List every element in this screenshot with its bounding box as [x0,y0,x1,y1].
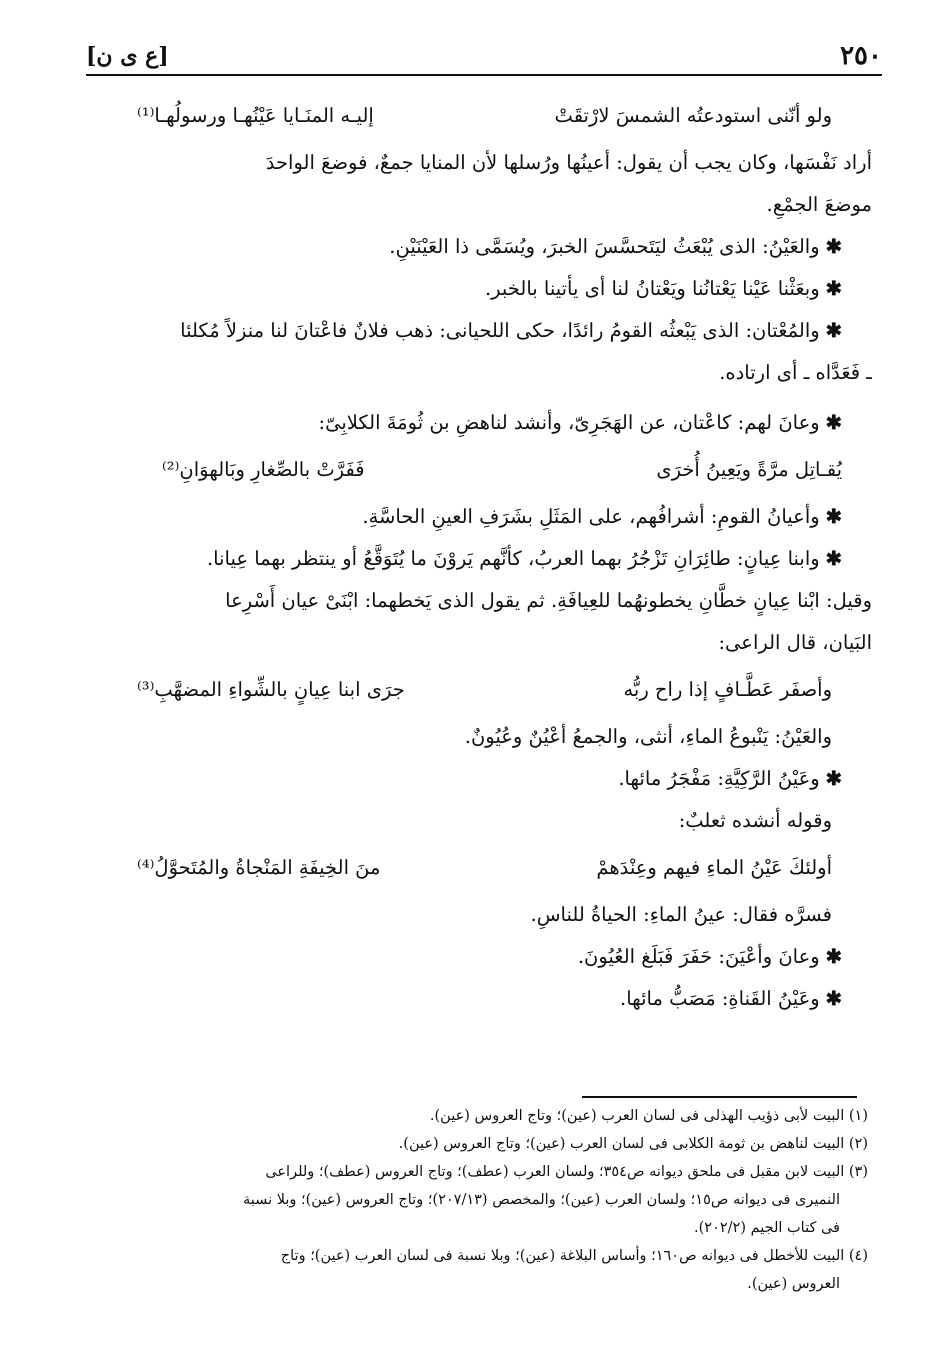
paragraph-line [82,142,872,184]
entry-text: وأعيانُ القومِ: أشرافُهم، على المَثَلِ بشَرَفِ العينِ الحاسَّةِ. [362,505,820,529]
paragraph-line [82,622,872,664]
verse-2-second-hemistich: فَفَرَّتْ بالصِّغارِ وبَالهوَانِ⁽²⁾ [162,458,365,482]
entry-line [82,496,872,538]
paragraph-text: أراد نَفْسَها، وكان يجب أن يقول: أعينُها ورُسلها لأن المنايا جمعٌ، فوضعَ الواحدَ [265,151,872,175]
footnote-text: (٣) البيت لابن مقبل فى ملحق ديوانه ص٣٥٤؛ ولسان العرب (عطف)؛ وتاج العروس (عطف)؛ وللراعى [265,1163,868,1180]
verse-4-second-hemistich: منَ الخِيفَةِ المَنْجاةُ والمُتَحوَّلُ⁽⁴⁾ [137,856,381,880]
verse-3 [82,664,872,716]
paragraph-text: وقيل: ابْنا عِيانٍ خطَّانِ يخطونهُما للعِيافَةِ. ثم يقول الذى يَخطهما: ابْنَىْ عيان أَسْرِعا [225,589,872,613]
entry-line [82,352,872,394]
entry-text: وعَيْنُ القَناةِ: مَصَبُّ مائها. [620,987,820,1011]
paragraph-line [82,716,872,758]
asterisk-icon: ✱ [825,411,842,435]
footnote-text: النميرى فى ديوانه ص١٥؛ ولسان العرب (عين)؛ والمخصص (٢٠٧/١٣)؛ وتاج العروس (عين)؛ وبلا نسبة [243,1191,840,1208]
page-header [86,38,882,76]
entry-text: وعانَ لهم: كاعْتان، عن الهَجَرِىّ، وأنشد لناهضِ بن ثُومَةَ الكلابِىّ: [318,411,820,435]
footnote [84,1242,868,1270]
verse-1 [82,90,872,142]
footnote [84,1186,868,1214]
entry-line [82,268,872,310]
paragraph-line [82,894,872,936]
entry-text: والمُعْتان: الذى يَبْعثُه القومُ رائدًا، حكى اللحيانى: ذهب فلانٌ فاعْتانَ لنا منزلاً مُكلئا [180,319,820,343]
asterisk-icon: ✱ [825,277,842,301]
entry-text: وبعَثْنا عَيْنا يَعْتانُنا ويَعْتانُ لنا أى يأتينا بالخبر. [484,277,820,301]
asterisk-icon: ✱ [825,319,842,343]
paragraph-line [82,580,872,622]
asterisk-icon: ✱ [825,505,842,529]
paragraph-text: والعَيْنُ: يَنْبوعُ الماءِ، أنثى، والجمعُ أعْيُنٌ وعُيُونٌ. [464,725,832,749]
asterisk-icon: ✱ [825,987,842,1011]
entry-line [82,402,872,444]
paragraph-text: فسرَّه فقال: عينُ الماءِ: الحياةُ للناسِ. [530,903,832,927]
footnote-separator [582,1096,857,1098]
asterisk-icon: ✱ [825,767,842,791]
entry-text: وابنا عِيانٍ: طائِرَانِ تَزْجُرُ بهما العربُ، كأنَّهم يَروْنَ ما يُتَوَقَّعُ أو ينتظر بهما عِيانا. [206,547,820,571]
entry-text: وعَيْنُ الرَّكِيَّةِ: مَفْجَرُ مائها. [618,767,820,791]
footnote-text: (٤) البيت للأخطل فى ديوانه ص١٦٠؛ وأساس البلاغة (عين)؛ وبلا نسبة فى لسان العرب (عين)؛ وتاج [280,1247,868,1264]
entry-text: والعَيْنُ: الذى يُبْعَثُ ليَتَحسَّسَ الخبرَ، ويُسَمَّى ذا العَيْنَيْنِ. [389,235,820,259]
asterisk-icon: ✱ [825,945,842,969]
verse-2-first-hemistich: يُقـاتِل مرَّةً ويَعِينُ أُخرَى [656,458,842,482]
paragraph-text: موضعَ الجمْعِ. [766,193,872,217]
footnote [84,1270,868,1298]
footnotes [84,1102,868,1298]
verse-2 [82,444,872,496]
paragraph-text: وقوله أنشده ثعلبٌ: [678,809,832,833]
paragraph-line [82,184,872,226]
entry-line [82,978,872,1020]
footnote [84,1102,868,1130]
footnote [84,1158,868,1186]
entry-text: ـ فَعَدَّاه ـ أى ارتاده. [719,361,872,385]
entry-line [82,226,872,268]
entry-line [82,758,872,800]
entry-line [82,310,872,352]
paragraph-line [82,800,872,842]
entry-line [82,538,872,580]
page-number: ٢٥٠ [840,41,882,71]
root-label: [ع ى ن] [86,43,169,69]
verse-4-first-hemistich: أولئكَ عَيْنُ الماءِ فيهم وعِنْدَهمْ [596,856,832,880]
footnote-text: فى كتاب الجيم (٢٠٢/٢). [693,1219,840,1236]
paragraph-text: البَيان، قال الراعى: [718,631,872,655]
verse-3-second-hemistich: جرَى ابنا عِيانٍ بالشِّواءِ المضهَّبِ⁽³⁾ [137,678,405,702]
footnote-text: (٢) البيت لناهض بن ثومة الكلابى فى لسان العرب (عين)؛ وتاج العروس (عين). [398,1135,868,1152]
footnote-text: (١) البيت لأبى ذؤيب الهذلى فى لسان العرب (عين)؛ وتاج العروس (عين). [429,1107,868,1124]
footnote [84,1214,868,1242]
entry-text: وعانَ وأعْيَنَ: حَفَرَ فَبَلَغ العُيُونَ. [577,945,820,969]
main-text [82,90,872,1080]
verse-4 [82,842,872,894]
entry-line [82,936,872,978]
verse-1-second-hemistich: إليـه المنَـايا عَيْنُهـا ورسولُهـا⁽¹⁾ [137,104,374,128]
verse-1-first-hemistich: ولو أنّنى استودعتُه الشمسَ لارْتقَتْ [554,104,832,128]
asterisk-icon: ✱ [825,547,842,571]
footnote-text: العروس (عين). [747,1275,840,1292]
verse-3-first-hemistich: وأصفَر عَطَّـافٍ إذا راح ربُّه [623,678,832,702]
footnote [84,1130,868,1158]
asterisk-icon: ✱ [825,235,842,259]
